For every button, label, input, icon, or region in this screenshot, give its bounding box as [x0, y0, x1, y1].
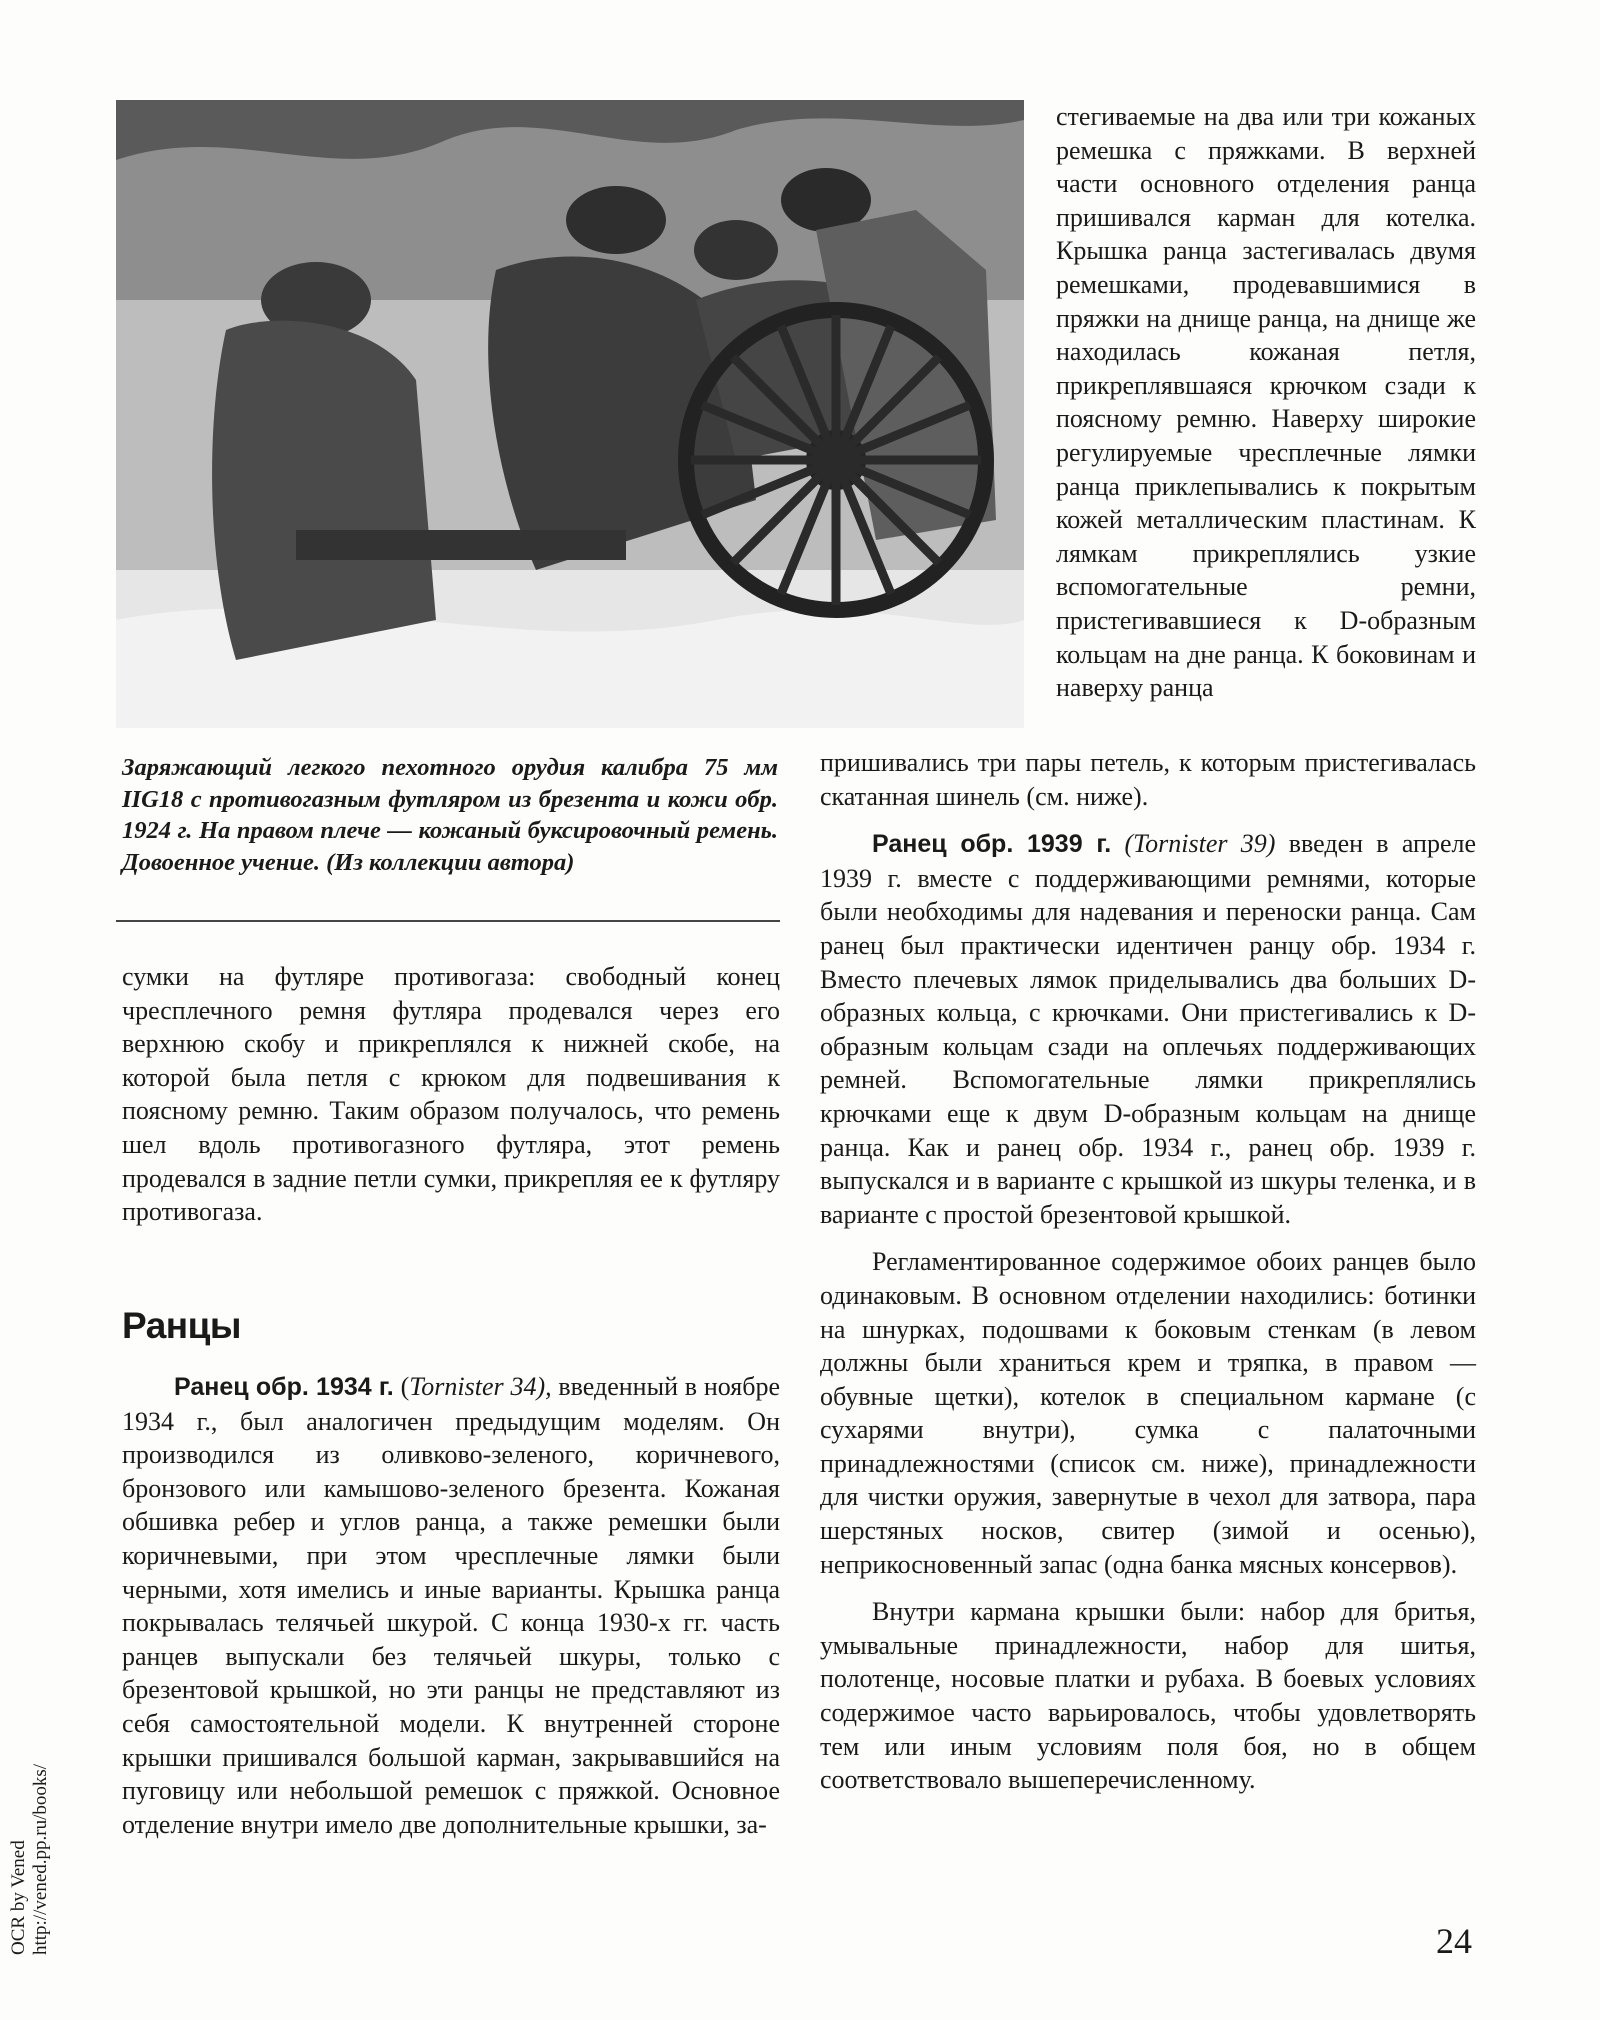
right-column — [820, 746, 1476, 1797]
left-column-top — [122, 960, 780, 1229]
photo-illustration — [116, 100, 1024, 728]
tornister-34-term: Tornister 34), — [409, 1372, 552, 1401]
paragraph-tornister-39 — [820, 827, 1476, 1231]
tornister-34-open: ( — [393, 1372, 410, 1401]
page-number: 24 — [1436, 1921, 1472, 1961]
left-column-bottom — [122, 1370, 780, 1841]
right-column-top-text: стегиваемые на два или три кожаных ремешка с пряжками. В верхней части основного отделения ранца пришивался карман для котелка. Крышка ранца застегивалась двумя ремешками, продевавшимися в пряжки на днище ранца, на днище же находилась кожаная петля, прикреплявшаяся крючком сзади к поясному ремню. Наверху широкие регулируемые чресплечные лямки ранца приклепывались к покрытым кожей металлическим пластинам. К лямкам прикреплялись узкие вспомогательные ремни, пристегивавшиеся к D-образным кольцам на дне ранца. К боковинам и наверху ранца — [1056, 102, 1476, 703]
paragraph-contents: Регламентированное содержимое обоих ранцев было одинаковым. В основном отделении находились: ботинки на шнурках, подошвами к боковым стенкам (в левом должны были храниться крем и тряпка, в правом — обувные щетки), котелок в специальном кармане (с сухарями внутри), сумка с палаточными принадлежностями (список см. ниже), принадлежности для чистки оружия, завернутые в чехол для затвора, пара шерстяных носков, свитер (зимой и осенью), неприкосновенный запас (одна банка мясных консервов). — [820, 1247, 1476, 1579]
tornister-39-term: (Tornister 39) — [1124, 829, 1276, 859]
tornister-39-text: введен в апреле 1939 г. вместе с поддерживающими ремнями, которые были необходимы для надевания и переноски ранца. Сам ранец был практически идентичен ранцу обр. 1934 г. Вместо плечевых лямок приделывались два больших D-образных кольца, с крючками. Они пристегивались к D-образным кольцам сзади на оплечьях поддерживающих ремней. Вспомогательные лямки прикреплялись крючками еще к двум D-образным кольцам на днище ранца. Как и ранец обр. 1934 г., ранец обр. 1939 г. выпускался и в варианте с крышкой из шкуры теленка, и в варианте с простой брезентовой крышкой. — [820, 829, 1476, 1229]
shinel-loops-text: пришивались три пары петель, к которым пристегивалась скатанная шинель (см. ниже). — [820, 748, 1476, 811]
ocr-credit — [8, 1764, 52, 1955]
ocr-credit-line-1: OCR by Vened — [8, 1840, 29, 1955]
right-column-top — [1056, 100, 1476, 705]
gas-mask-text: сумки на футляре противогаза: свободный конец чресплечного ремня футляра продевался через его верхнюю скобу и прикреплялся к нижней скобе, на которой была петля с крюком для подвешивания к поясному ремню. Таким образом получалось, что ремень шел вдоль противогазного футляра, этот ремень продевался в задние петли сумки, прикрепляя ее к футляру противогаза. — [122, 962, 780, 1227]
paragraph-lid-pocket: Внутри кармана крышки были: набор для бритья, умывальные принадлежности, набор для шитья, полотенце, носовые платки и рубаха. В боевых условиях содержимое часто варьировалось, чтобы удовлетворять тем или иным условиям поля боя, но в общем соответствовало вышеперечисленному. — [820, 1597, 1476, 1795]
photo — [116, 100, 1024, 728]
tornister-34-lead: Ранец обр. 1934 г. — [174, 1373, 394, 1401]
photo-caption: Заряжающий легкого пехотного орудия калибра 75 мм IIG18 с противогазным футляром из брезента и кожи обр. 1924 г. На правом плече — кожаный буксировочный ремень. Довоенное учение. (Из коллекции автора) — [122, 754, 778, 876]
paragraph-tornister-34 — [122, 1370, 780, 1841]
ocr-credit-line-2: http://vened.pp.ru/books/ — [30, 1763, 51, 1955]
section-heading: Ранцы — [122, 1305, 241, 1346]
caption-rule — [116, 920, 780, 922]
tornister-39-lead: Ранец обр. 1939 г. — [872, 830, 1112, 859]
tornister-34-text: введенный в ноябре 1934 г., был аналогичен предыдущим моделям. Он производился из оливково-зеленого, коричневого, бронзового или камышово-зеленого брезента. Кожаная обшивка ребер и углов ранца, а также ремешки были коричневыми, при этом чресплечные лямки были черными, хотя имелись и иные варианты. Крышка ранца покрывалась телячьей шкурой. С конца 1930-х гг. часть ранцев выпускали без телячьей шкуры, только с брезентовой крышкой, но эти ранцы не представляют из себя самостоятельной модели. К внутренней стороне крышки пришивался большой карман, закрывавшийся на пуговицу или небольшой ремешок с пряжкой. Основное отделение внутри имело две дополнительные крышки, за- — [122, 1372, 780, 1839]
